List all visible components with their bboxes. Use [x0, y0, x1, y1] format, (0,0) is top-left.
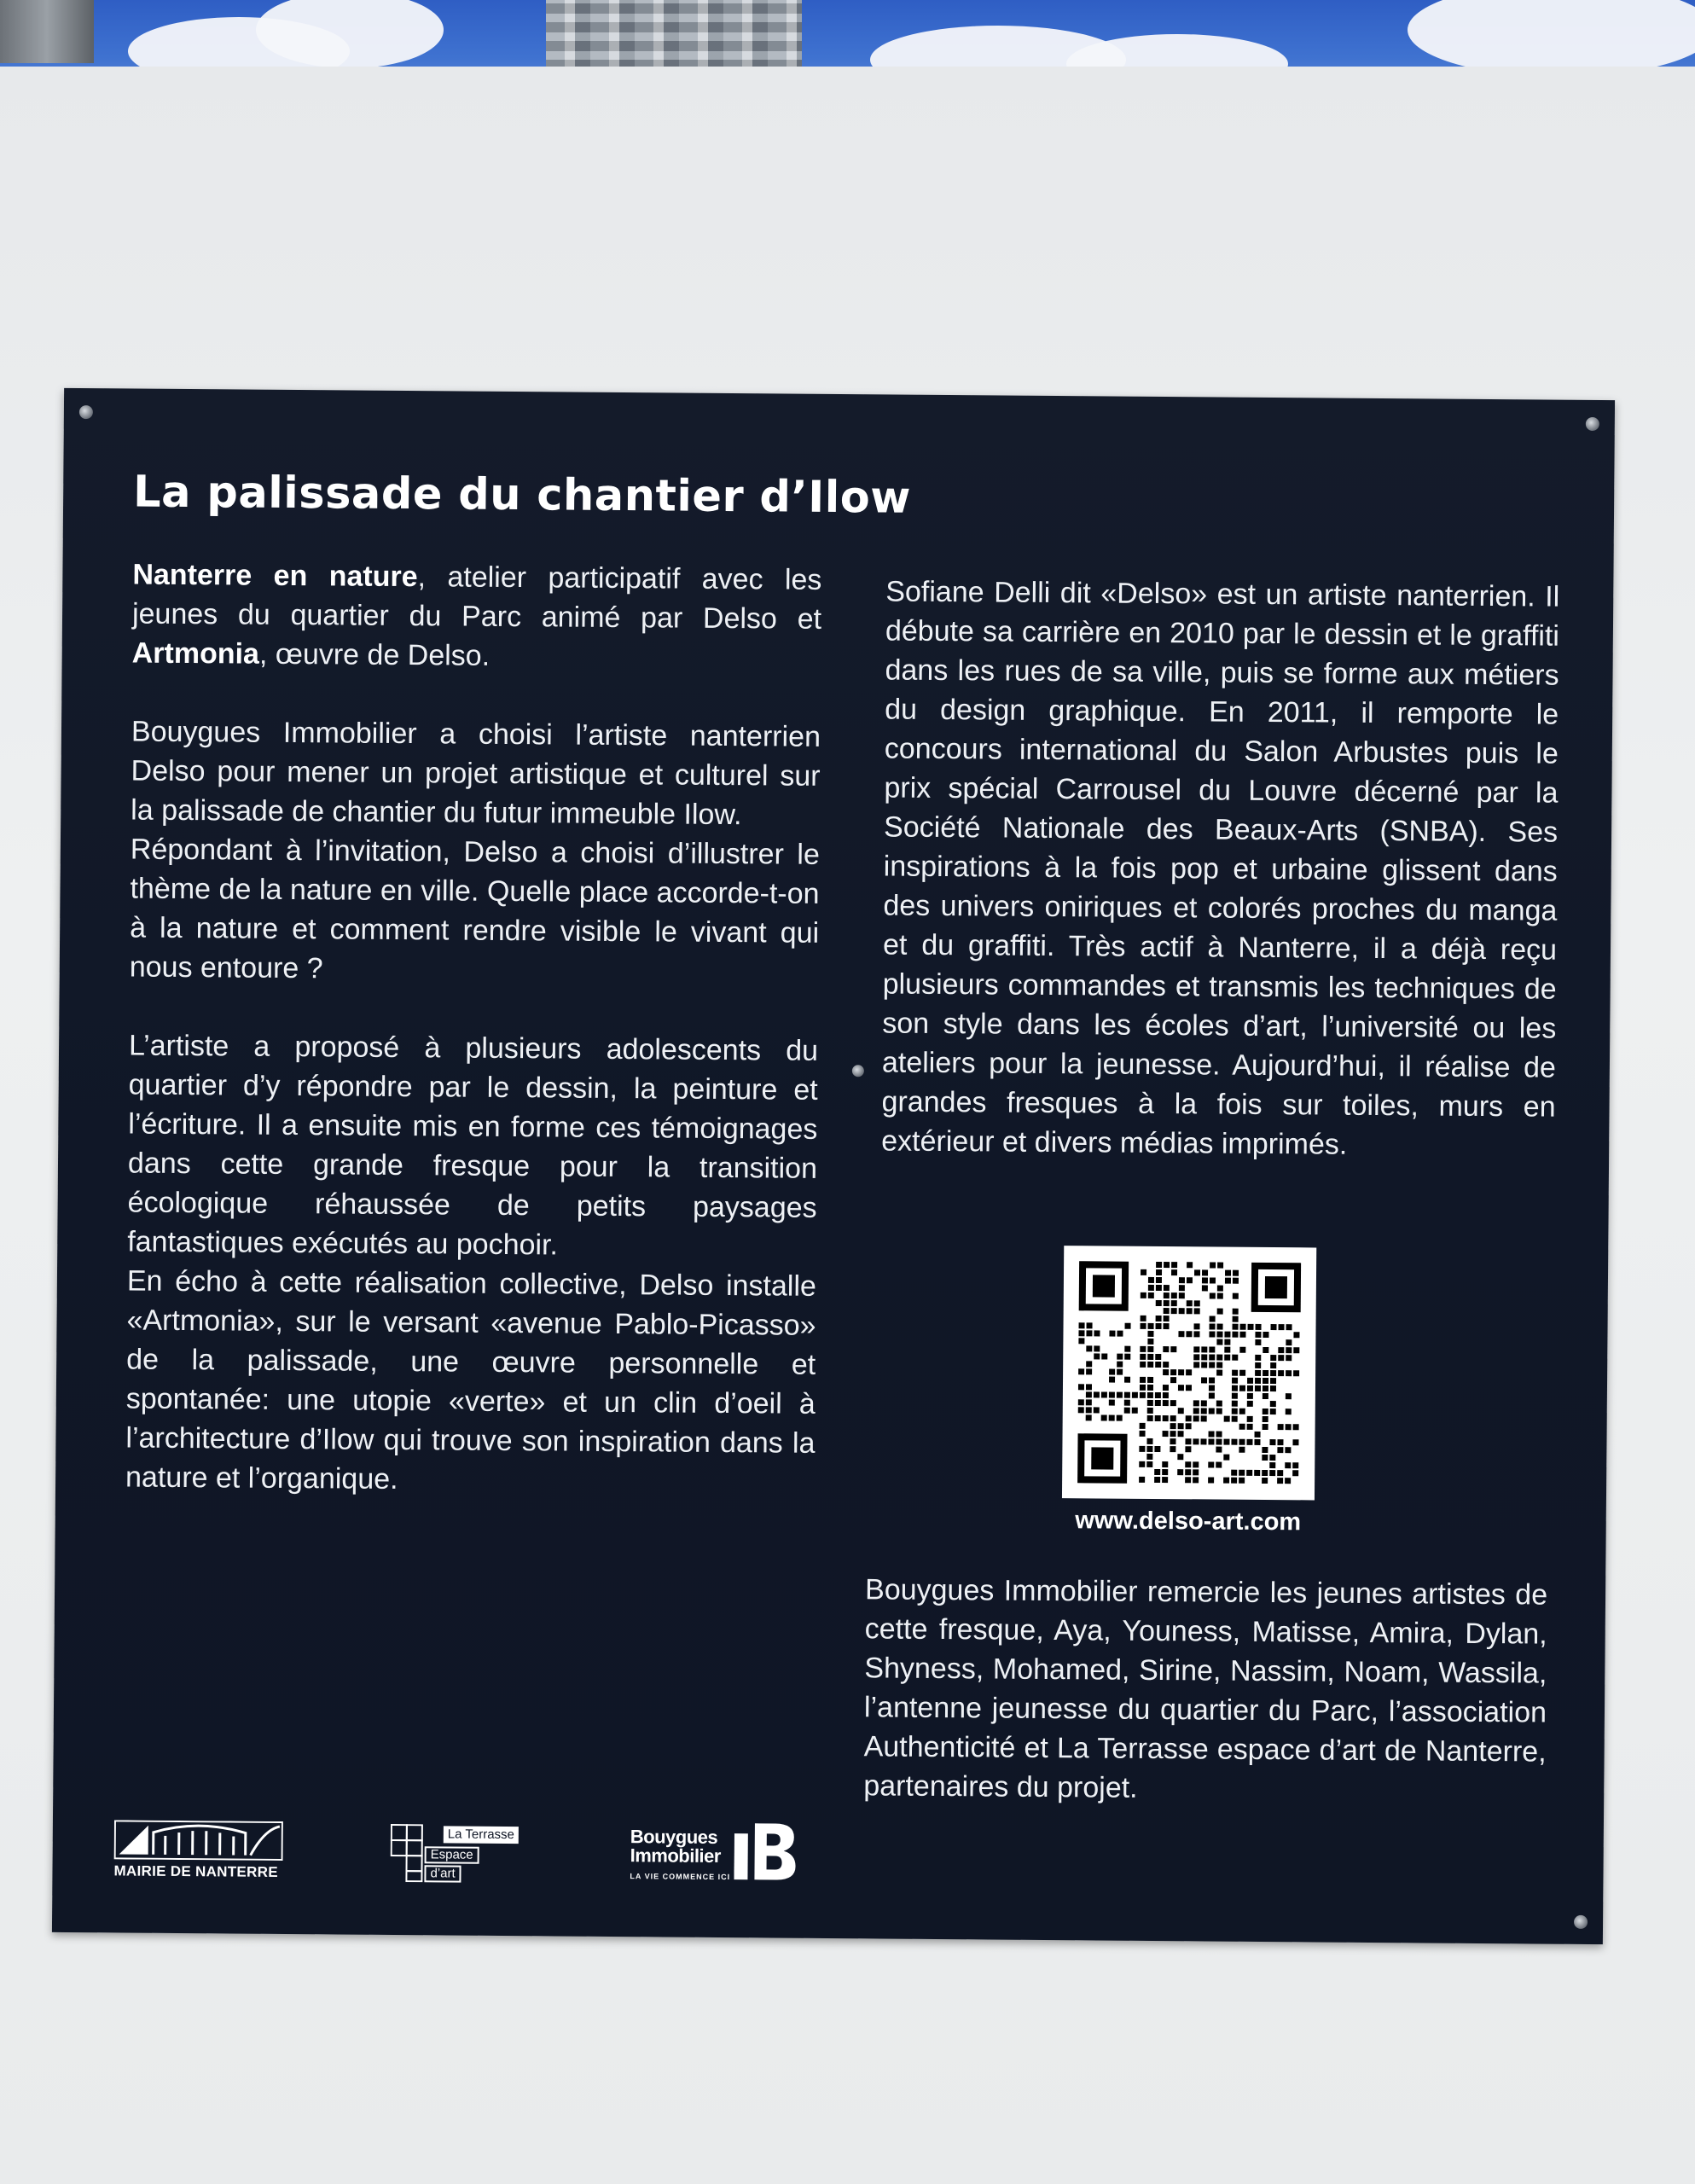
screw-icon — [1574, 1915, 1588, 1929]
intro-text: , atelier participatif avec les jeunes du quartier du Parc animé par Delso et — [131, 561, 822, 636]
espace-label: Espace — [425, 1846, 479, 1864]
paragraph-theme: Répondant à l’invitation, Delso a choisi d’illustrer le thème de la nature en ville. Quelle place accorde-t-on à la nature et comment rendre visible le vivant qui nous entoure ? — [129, 833, 821, 985]
paragraph-project: Bouygues Immobilier a choisi l’artiste nanterrien Delso pour mener un projet artistique et culturel sur la palissade de chantier du futur immeuble Ilow. — [131, 715, 821, 832]
bouygues-line1: Bouygues — [630, 1826, 718, 1848]
bouygues-tagline: LA VIE COMMENCE ICI — [630, 1872, 731, 1882]
terrasse-label: La Terrasse — [444, 1826, 519, 1844]
left-column — [125, 555, 822, 1502]
mairie-building-icon — [114, 1820, 283, 1861]
intro-paragraph — [132, 555, 822, 678]
bouygues-immobilier-logo — [630, 1821, 801, 1887]
info-panel — [52, 388, 1615, 1944]
paragraph-artmonia: En écho à cette réalisation collective, Delso installe «Artmonia», sur le versant «avenue Pablo-Picasso» de la palissade, une œuvre personnelle et spontanée: une utopie «verte» et un clin d’oeil à l’architecture d’Ilow qui trouve son inspiration dans la nature et l’organique. — [125, 1264, 817, 1496]
intro-text-end: , œuvre de Delso. — [258, 637, 491, 672]
screw-icon — [79, 405, 93, 419]
artist-bio: Sofiane Delli dit «Delso» est un artiste nanterrien. Il débute sa carrière en 2010 par le dessin et le graffiti dans les rues de sa ville, puis se forme aux métiers du design graphique. En 2011, il remporte le concours international du Salon Arbustes puis le prix spécial Carrousel du Louvre décerné par la Société Nationale des Beaux-Arts (SNBA). Ses inspirations à la fois pop et urbaine glissent dans des univers oniriques et colorés proches du manga et du graffiti. Très actif à Nanterre, il a déjà reçu plusieurs commandes et transmis les techniques de son style dans les écoles d’art, l’université ou les ateliers pour la jeunesse. Aujourd’hui, il réalise de grandes fresques à la fois sur toiles, murs en extérieur et divers médias imprimés. — [881, 575, 1560, 1161]
bouygues-wordmark — [630, 1827, 722, 1866]
mairie-caption: MAIRIE DE NANTERRE — [113, 1862, 278, 1880]
thanks-paragraph — [863, 1570, 1547, 1810]
la-terrasse-logo — [390, 1824, 544, 1886]
screw-icon — [852, 1065, 864, 1077]
workshop-name: Nanterre en nature — [132, 558, 418, 594]
right-column — [881, 572, 1559, 1165]
panel-title: La palissade du chantier d’Ilow — [132, 467, 912, 524]
cloud — [1408, 0, 1695, 77]
thanks-text: Bouygues Immobilier remercie les jeunes artistes de cette fresque, Aya, Youness, Matisse, Amira, Dylan, Shyness, Mohamed, Sirine, Nassim, Noam, Wassila, l’antenne jeunesse du quartier du Parc, l’association Authenticité et La Terrasse espace d’art de Nanterre, partenaires du projet. — [863, 1573, 1548, 1804]
dart-label: d’art — [424, 1865, 461, 1882]
qr-code-icon[interactable] — [1062, 1246, 1316, 1500]
bouygues-line2: Immobilier — [630, 1844, 721, 1867]
water-tank — [0, 0, 94, 63]
paragraph-teens: L’artiste a proposé à plusieurs adolescents du quartier d’y répondre par le dessin, la peinture et l’écriture. Il a ensuite mis en forme ces témoignages dans cette grande fresque pour la transition écologique réhaussée de petits paysages fantastiques exécutés au pochoir. — [127, 1029, 819, 1262]
website-link[interactable]: www.delso-art.com — [1075, 1507, 1302, 1536]
mairie-nanterre-logo — [113, 1820, 287, 1881]
artwork-name: Artmonia — [131, 636, 260, 671]
screw-icon — [1586, 417, 1599, 431]
bouygues-b-icon — [734, 1821, 796, 1882]
